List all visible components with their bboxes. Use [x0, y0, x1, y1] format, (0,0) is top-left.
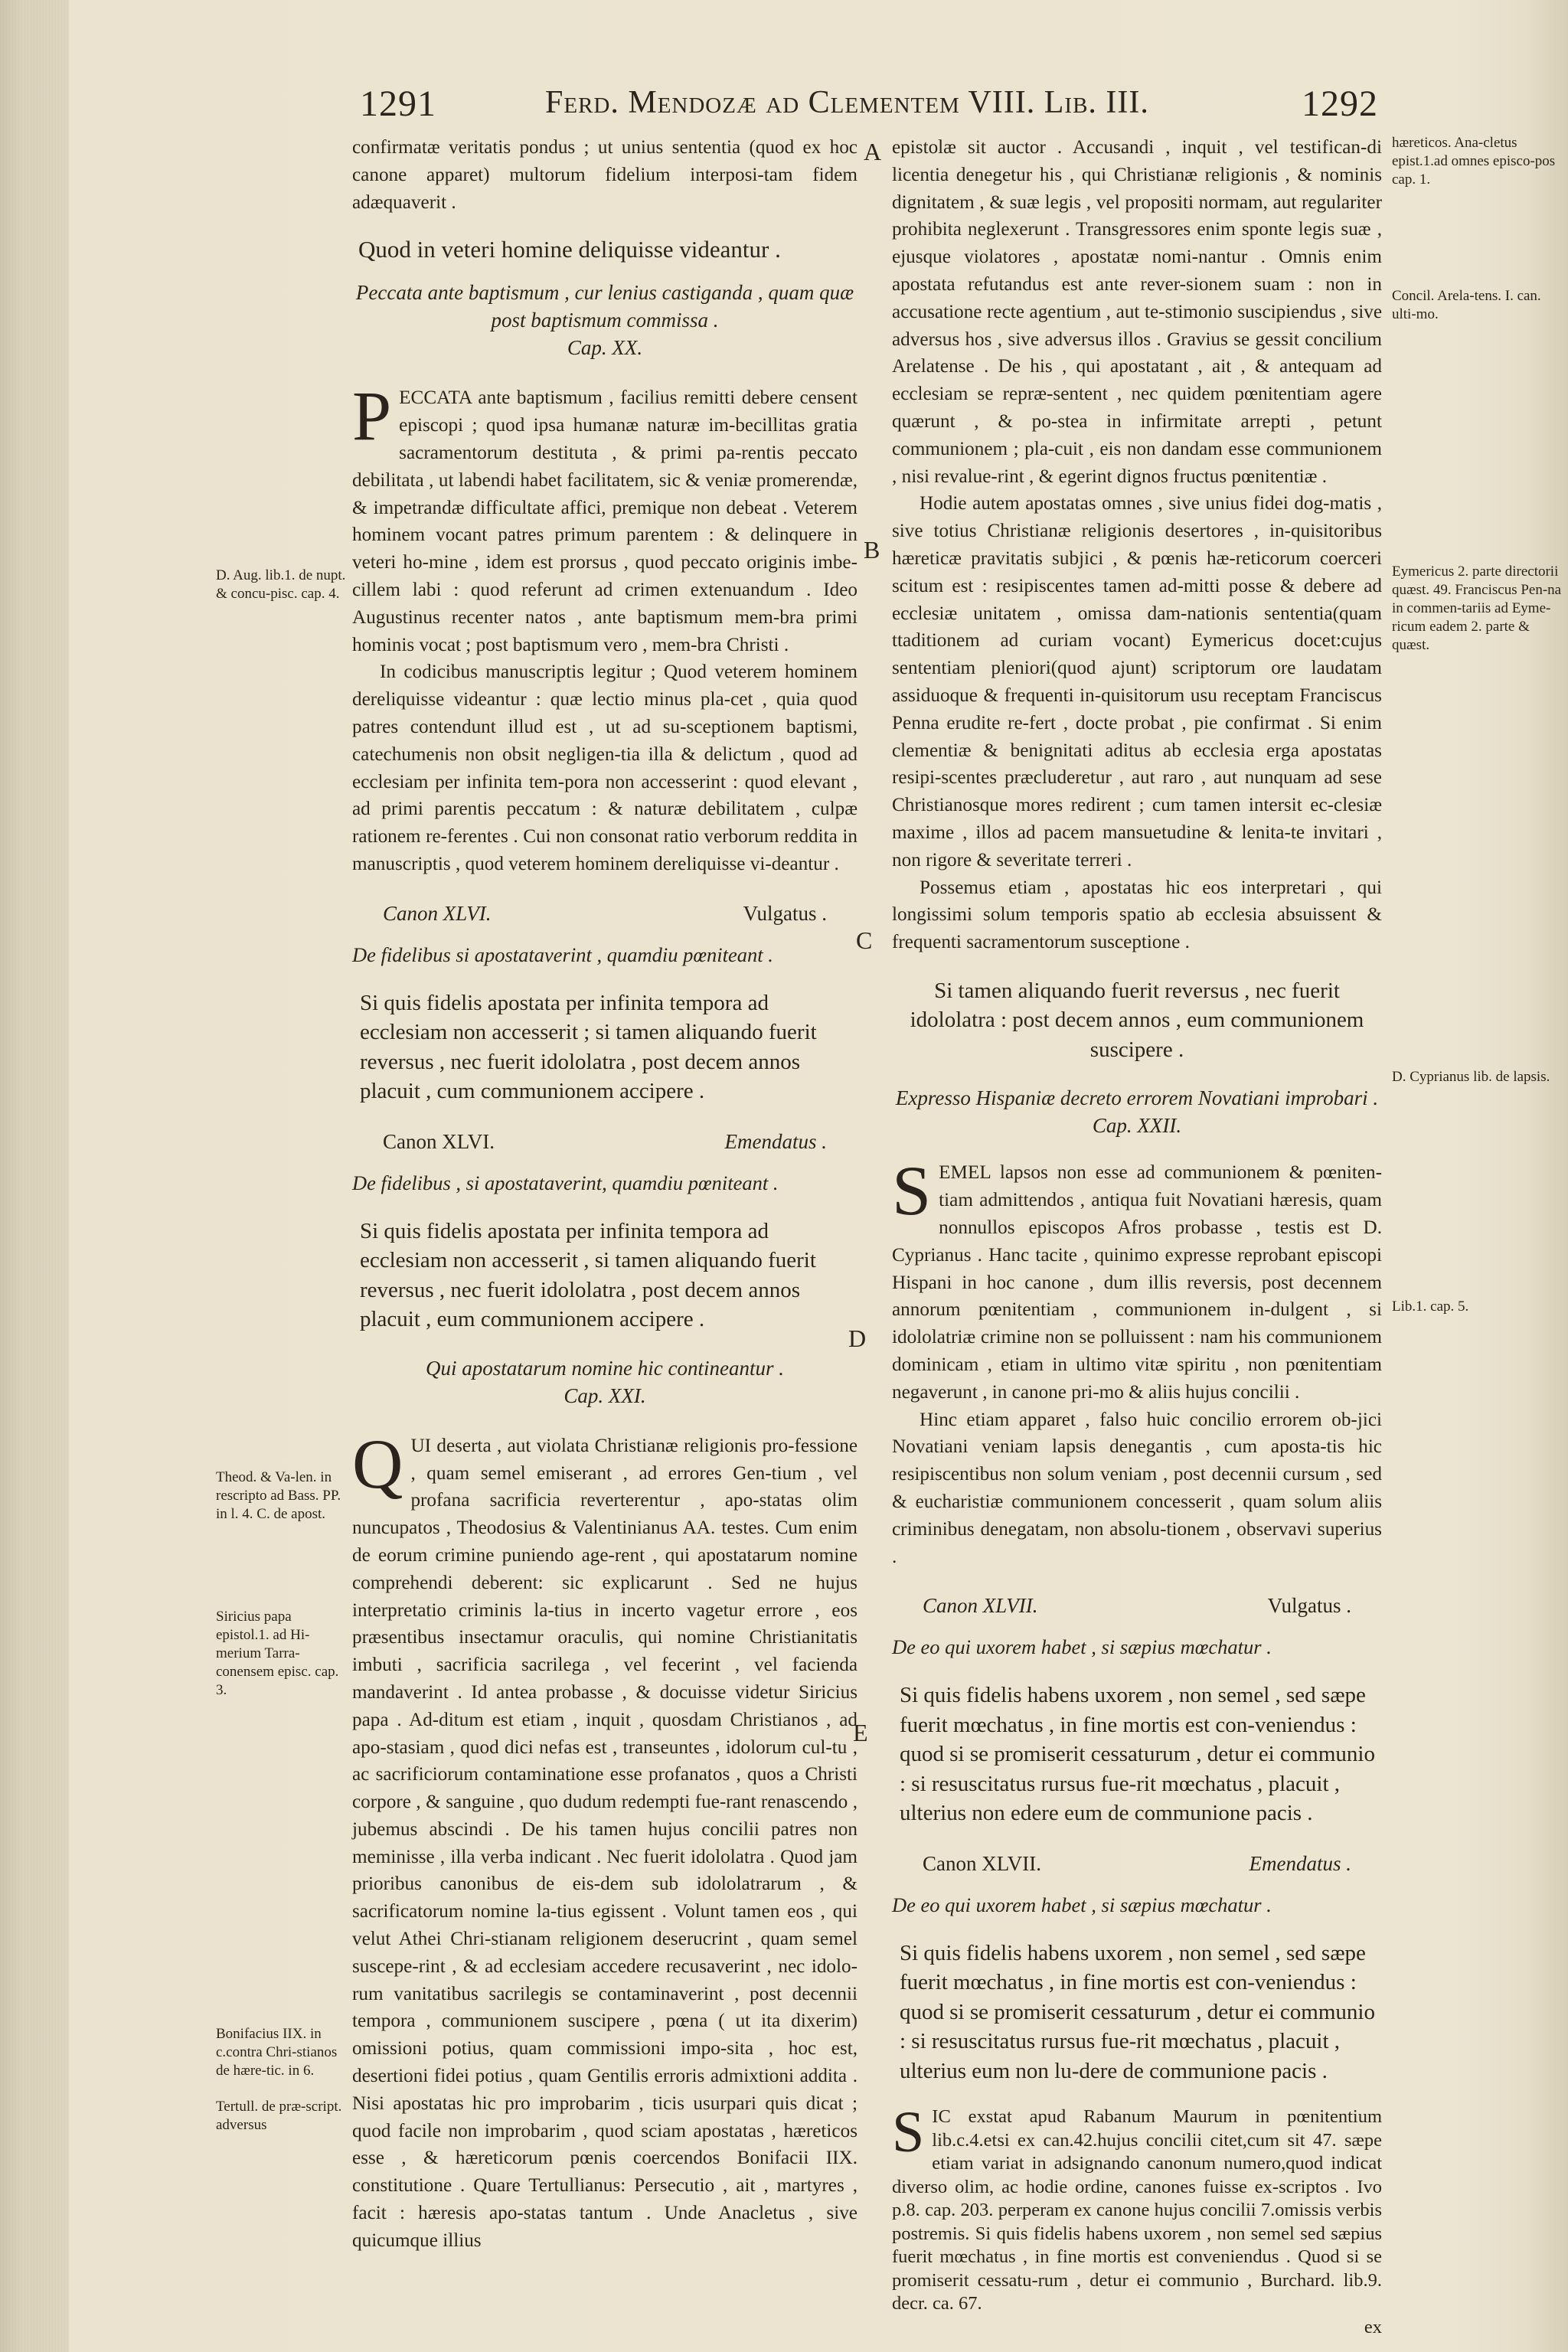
margin-note-left-5: Tertull. de præ-script. adversus — [216, 2099, 342, 2133]
canon-46-vulgatus-text: Si quis fidelis apostata per infinita tempora ad ecclesiam non accesserit ; si tamen aliquando fuerit reversus , nec fuerit idololatra , post decem annos placuit , cum communionem accipere . — [360, 990, 817, 1104]
canon-46-vulgatus-label: Canon XLVI. Vulgatus . — [383, 901, 827, 925]
right-paragraph-3: Possemus etiam , apostatas hic eos interpretari , qui longissimi solum temporis spatio ab ecclesia absuissent & frequenti sacramentorum susceptione . — [892, 877, 1382, 953]
chapter-20-title: Peccata ante baptismum , cur lenius castiganda , quam quæ post baptismum commissa . — [355, 281, 854, 332]
chapter-22-paragraph: SEMEL lapsos non esse ad communionem & pœniten-tiam admittendos , antiqua fuit Novatiani hæresis, quam nonnullos episcopos Afros probasse , testis est D. Cyprianus . Hanc tacite , quinimo expresse reprobant episcopi Hispani in hoc canone , dum illis reversis, post decennem annorum pœnitentiam , communionem in-dulgent , si idololatriæ crimine non se polluissent : nam his communionem dominicam , etiam in ultimo vitæ spiritu , non pœnitentiam negaverunt , in canone pri-mo & aliis hujus concilii . — [892, 1152, 1382, 1403]
canon-47-vulgatus-text: Si quis fidelis habens uxorem , non semel , sed sæpe fuerit mœchatus , in fine mortis est con-veniendus : quod si se promiserit cessaturum , detur ei communio : si resuscitatus rursus fue-rit mœchatus , placuit , ulterius non edere eum de communione pacis . — [900, 1683, 1375, 1826]
section-letter-e: E — [853, 1719, 868, 1746]
canon-46-emendatus-label: Canon XLVI. Emendatus . — [383, 1129, 827, 1153]
drop-cap: Q — [352, 1424, 403, 1503]
chapter-22-title: Expresso Hispaniæ decreto errorem Novatiani improbari . Cap. XXII. — [895, 1086, 1379, 1138]
canon-47-emendatus-title: De eo qui uxorem habet , si sæpius mœchatur . — [892, 1893, 1272, 1916]
canon-46-vulgatus-title: De fidelibus si apostataverint , quamdiu pœniteant . — [352, 942, 773, 966]
commentary-paragraph: SIC exstat apud Rabanum Maurum in pœnitentium lib.c.4.etsi ex can.42.hujus concilii citet,cum sit 47. sæpe etiam variat in adsignando canonum numero,quod indicat diverso olim, ac hodie ordine, canones fuisse ex-scriptos . Ivo p.8. cap. 203. perperam ex canone hujus concilii 7.omissis verbis postremis. Si quis fidelis habens uxorem , non semel sed sæpius fuerit mœchatus , in fine mortis est conveniendus . Quod si se promiserit cessatu-rum , detur ei communio , Burchard. lib.9. decr. ca. 67. — [892, 2100, 1382, 2314]
chapter-20-number: Cap. XX. — [567, 336, 643, 360]
intro-paragraph: confirmatæ veritatis pondus ; ut unius sententia (quod ex hoc canone apparet) multorum fidelium interposi-tam fidem adæquaverit . — [352, 137, 858, 213]
right-paragraph-1: epistolæ sit auctor . Accusandi , inquit , vel testifican-di licentia denegetur his , qui Christianæ religionis , & nominis dignitatem , & suæ legis , vel propositi normam, aut regulariter prohibita neglexerunt . Transgressores enim sponte legis suæ , ejusque violatores , apostatæ nomi-nantur . Omnis enim apostata refutandus est ante rever-sionem suam : non in accusatione recte agentium , aut te-stimonio suscipiendus , sive adversus hos , sive adversus illos . Gravius se gessit concilium Arelatense . De his , qui apostatant , ait , & antequam ad ecclesiam se repræ-sentent , nec quidem pœnitentiam agere quærunt , & po-stea in infirmitate arrepti , petunt communionem ; pla-cuit , eis non dandam esse communionem , nisi revalue-rint , & egerint dignos fructus pœnitentiæ . — [892, 137, 1382, 487]
right-paragraph-2: Hodie autem apostatas omnes , sive unius fidei dog-matis , sive totius Christianæ religionis desertores , in-quisitoribus hæreticæ pravitatis subjici , & pœnis hæ-reticorum coerceri scitum est : resipiscentes tamen ad-mitti posse & debere ad ecclesiæ unitatem , omissa dam-nationis sententia(quam ttaditionem ad curiam vocant) Eymericus docet:cujus sententiam pleniori(quod ajunt) scriptorum ore laudatam assiduoque & frequenti in-quisitorum usu receptam Franciscus Penna erudite re-fert , docte probat , pie confirmat . Si enim clementiæ & benignitati aditus ab ecclesia erga apostatas resipi-scentes præcluderetur , aut raro , aut nunquam ad sese Christianosque mores redirent ; cum tamen intersit ec-clesiæ maxime , illos ad pacem mansuetudine & lenita-te invitari , non rigore & severitate terreri . — [892, 493, 1382, 871]
drop-cap: P — [352, 377, 392, 456]
canon-47-emendatus-label: Canon XLVII. Emendatus . — [923, 1851, 1351, 1875]
section-letter-b: B — [864, 536, 880, 564]
page-number-left: 1291 — [360, 83, 436, 124]
drop-cap: S — [892, 2100, 925, 2165]
chapter-20-paragraph-2: In codicibus manuscriptis legitur ; Quod veterem hominem dereliquisse videantur : quæ lectio minus pla-cet , quia quod patres contendunt illud est , ut ad su-sceptionem baptismi, catechumenis non obsit negligen-tia illa & delictum , quod ad ecclesiam per infinita tem-pora non accesserint : quod elevant , ad primi parentis peccatum : & naturæ debilitatem , culpæ rationem re-ferentes . Cui non consonat ratio verborum reddita in manuscriptis , quod veterem hominem dereliquisse vi-deantur . — [352, 662, 858, 874]
margin-note-right-1: hæreticos. Ana-cletus epist.1.ad omnes episco-pos cap. 1. — [1392, 135, 1556, 188]
drop-cap: S — [892, 1152, 932, 1230]
chapter-22-paragraph-2: Hinc etiam apparet , falso huic concilio errorem ob-jici Novatiani veniam lapsis denegantis , cum aposta-tis hic resipiscentibus non solum veniam , post decennii cursum , sed & eucharistiæ communionem concesserit , quam solum aliis criminibus denegatam, non absolu-tionem , observavi superius . — [892, 1409, 1382, 1567]
canon-47-vulgatus-label: Canon XLVII. Vulgatus . — [923, 1594, 1351, 1618]
chapter-21-title: Qui apostatarum nomine hic contineantur . — [426, 1356, 784, 1380]
page-header — [0, 83, 1568, 129]
canon-47-vulgatus-title: De eo qui uxorem habet , si sæpius mœchatur . — [892, 1635, 1272, 1659]
section-letter-c: C — [856, 926, 873, 954]
chapter-20-paragraph: PECCATA ante baptismum , facilius remitti debere censent episcopi ; quod ipsa humanæ naturæ im-becillitas gratia sacramentorum destituta , & primi pa-rentis peccato debilitata , ut labendi habet facilitatem, sic & veniæ promerendæ, & impetrandæ difficultate affici, premique non debeat . Veterem hominem vocant patres primum parentem : & delinquere in veteri ho-mine , idem est prorsus , quod peccato originis imbe-cillem labi : quod referunt ad crimen extenuandum . Ideo Augustinus recenter natos , ante baptismum mem-bra primi hominis vocat ; post baptismum vero , mem-bra Christi . — [352, 377, 858, 655]
margin-note-left-4: Bonifacius IIX. in c.contra Chri-stianos de hære-tic. in 6. — [216, 2026, 338, 2079]
margin-note-right-5: Lib.1. cap. 5. — [1392, 1298, 1469, 1315]
section-letter-d: D — [848, 1325, 867, 1352]
canon-47-emendatus-text: Si quis fidelis habens uxorem , non semel , sed sæpe fuerit mœchatus , in fine mortis est con-veniendus : quod si se promiserit cessaturum , detur ei communio : si resuscitatus rursus fue-rit mœchatus , placuit , ulterius eum non lu-dere de communione pacis . — [900, 1940, 1375, 2083]
chapter-21-number: Cap. XXI. — [564, 1383, 646, 1407]
margin-note-left-1: D. Aug. lib.1. de nupt. & concu-pisc. cap. 4. — [216, 567, 346, 602]
section-heading: Quod in veteri homine deliquisse videantur . — [358, 236, 781, 263]
page-number-right: 1292 — [1302, 83, 1378, 124]
page-gutter — [0, 0, 69, 2352]
chapter-21-paragraph: QUI deserta , aut violata Christianæ religionis pro-fessione , quam semel emiserant , ad errores Gen-tium , vel profana sacrificia reverterentur , apo-statas olim nuncupatos , Theodosius & Valentinianus AA. testes. Cum enim de eorum crimine puniendo age-rent , qui apostatarum nomine comprehendi deberent: sic explicarunt . Sed ne hujus interpretatio criminis la-tius in incerto vagetur errore , eos præsentibus insectamur oraculis, qui nomine Christianitatis imbuti , sacrificia sacrilega , vel fecerint , vel facienda mandaverint . Id antea probasse , & docuisse videtur Siricius papa . Ad-ditum est etiam , inquit , quosdam Christianos , ad apo-stasiam , quod dici nefas est , transeuntes , idolorum cul-tu , ac sacrificiorum contaminatione esse profanatos , quos a Christi corpore , & sanguine , quo dudum redempti fue-rant renascendo , jubemus abscindi . De his tamen hujus concilii patres non meminisse , illa verba indicant . Nec fuerit idololatra . Quod jam prioribus canonibus de eis-dem sub idololatrarum , & sacrificatorum nomine la-tius egissent . Volunt tamen eos , qui velut Athei Chri-stianam religionem deserucrint , quam semel suscepe-rint , & ad ecclesiam accedere recusaverint , nec idolo-rum vanitatibus sacrilegis se contaminaverint , post decennii tempora , communionem suscipere , pœna ( ut ita dixerim) omissioni potius, quam commissioni impo-sita , hoc est, desertioni fidei potius , quam Gentilis erroris admixtioni addita . Nisi apostatas hic pro improbarim , ticis usurpari quis dicat ; quod facile non improbarim , quod sciam apostatas , hæreticos esse , & hæreticorum pœnis coercendos Bonifacii IIX. constitutione . Quare Tertullianus: Persecutio , ait , martyres , facit : hæresis apo-statas tantum . Unde Anacletus , sive quicumque illius — [352, 1424, 858, 2251]
margin-note-right-2: Concil. Arela-tens. I. can. ulti-mo. — [1392, 288, 1541, 322]
left-column — [352, 134, 858, 2255]
margin-note-right-3: Eymericus 2. parte directorii quæst. 49. Franciscus Pen-na in commen-tariis ad Eyme-ricum eadem 2. parte & quæst. — [1392, 564, 1562, 653]
running-title: Ferd. Mendozæ ad Clementem VIII. Lib. III. — [545, 85, 1149, 120]
margin-note-left-2: Theod. & Va-len. in rescripto ad Bass. PP. in l. 4. C. de apost. — [216, 1469, 341, 1522]
canon-46-emendatus-title: De fidelibus , si apostataverint, quamdiu pœniteant . — [352, 1171, 779, 1194]
canon-46-tail-text: Si tamen aliquando fuerit reversus , nec fuerit idololatra : post decem annos , eum communionem suscipere . — [910, 978, 1364, 1062]
section-letter-a: A — [864, 138, 882, 165]
margin-note-left-3: Siricius papa epistol.1. ad Hi-merium Tarra-conensem episc. cap. 3. — [216, 1609, 339, 1698]
right-column — [892, 134, 1382, 2339]
canon-46-emendatus-text: Si quis fidelis apostata per infinita tempora ad ecclesiam non accesserit , si tamen aliquando fuerit reversus , nec fuerit idololatra , post decem annos placuit , eum communionem accipere . — [360, 1218, 816, 1332]
catchword: ex — [1364, 2316, 1382, 2337]
margin-note-right-4: D. Cyprianus lib. de lapsis. — [1392, 1069, 1550, 1085]
